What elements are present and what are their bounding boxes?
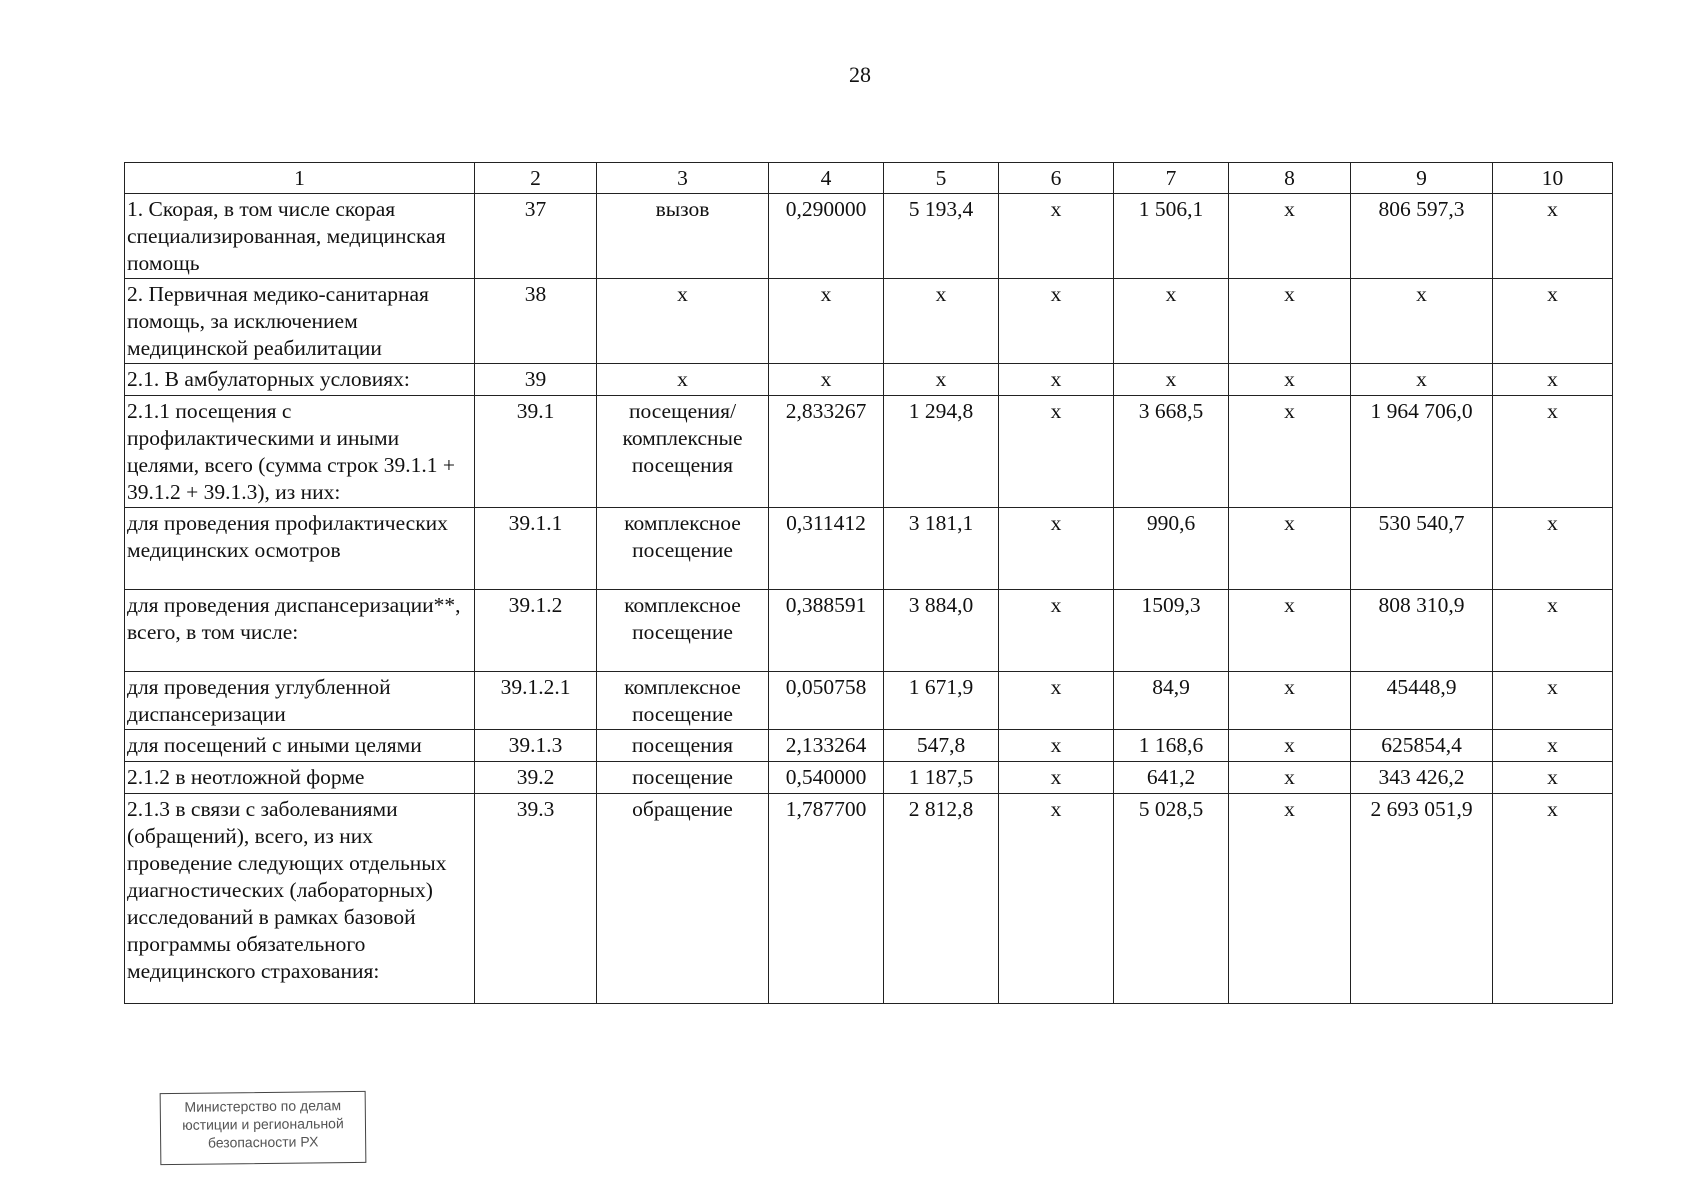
table-cell: 37 bbox=[475, 194, 597, 279]
table-cell: 3 884,0 bbox=[884, 590, 999, 672]
table-cell: х bbox=[999, 672, 1114, 730]
table-cell: х bbox=[999, 194, 1114, 279]
stamp-line: безопасности РХ bbox=[207, 1133, 319, 1151]
table-cell: комплексное посещение bbox=[597, 590, 769, 672]
table-cell: посещения bbox=[597, 730, 769, 762]
table-cell: 530 540,7 bbox=[1351, 508, 1493, 590]
data-table bbox=[124, 162, 1613, 1004]
table-cell: х bbox=[1229, 194, 1351, 279]
table-cell: х bbox=[1229, 364, 1351, 396]
table-row bbox=[125, 279, 1613, 364]
table-cell: комплексное посещение bbox=[597, 508, 769, 590]
table-cell: х bbox=[1493, 590, 1613, 672]
registration-stamp bbox=[160, 1091, 367, 1165]
table-cell: 1 187,5 bbox=[884, 762, 999, 794]
table-cell: х bbox=[884, 279, 999, 364]
table-cell: 39.2 bbox=[475, 762, 597, 794]
table-cell: 5 193,4 bbox=[884, 194, 999, 279]
table-cell: х bbox=[999, 279, 1114, 364]
table-cell: 0,540000 bbox=[769, 762, 884, 794]
table-cell: 3 181,1 bbox=[884, 508, 999, 590]
table-row bbox=[125, 590, 1613, 672]
table-cell: 547,8 bbox=[884, 730, 999, 762]
table-cell: х bbox=[1229, 672, 1351, 730]
table-cell: 1 964 706,0 bbox=[1351, 396, 1493, 508]
table-cell: 1 506,1 bbox=[1114, 194, 1229, 279]
row-label-cell: для посещений с иными целями bbox=[125, 730, 475, 762]
column-header: 9 bbox=[1351, 163, 1493, 194]
table-cell: 641,2 bbox=[1114, 762, 1229, 794]
table-cell: 5 028,5 bbox=[1114, 794, 1229, 1004]
table-row bbox=[125, 396, 1613, 508]
table-cell: обращение bbox=[597, 794, 769, 1004]
table-cell: х bbox=[1229, 279, 1351, 364]
column-header: 8 bbox=[1229, 163, 1351, 194]
column-header: 1 bbox=[125, 163, 475, 194]
table-cell: х bbox=[1493, 794, 1613, 1004]
table-cell: 45448,9 bbox=[1351, 672, 1493, 730]
table-cell: х bbox=[1493, 508, 1613, 590]
table-cell: х bbox=[1493, 364, 1613, 396]
table-row bbox=[125, 794, 1613, 1004]
stamp-line: юстиции и региональной bbox=[182, 1115, 344, 1133]
table-row bbox=[125, 364, 1613, 396]
table-row bbox=[125, 194, 1613, 279]
table-cell: 0,290000 bbox=[769, 194, 884, 279]
table-cell: 0,050758 bbox=[769, 672, 884, 730]
column-header: 3 bbox=[597, 163, 769, 194]
table-cell: х bbox=[1493, 730, 1613, 762]
row-label-cell: 2.1.3 в связи с заболеваниями (обращений), всего, из них проведение следующих отдельных диагностических (лабораторных) исследований в рамках базовой программы обязательного медицинского страхования: bbox=[125, 794, 475, 1004]
table-cell: посещение bbox=[597, 762, 769, 794]
table-cell: х bbox=[1229, 762, 1351, 794]
table-cell: 2 812,8 bbox=[884, 794, 999, 1004]
table-cell: посещения/ комплексные посещения bbox=[597, 396, 769, 508]
table-cell: х bbox=[999, 364, 1114, 396]
column-header: 7 bbox=[1114, 163, 1229, 194]
table-cell: 625854,4 bbox=[1351, 730, 1493, 762]
table-cell: х bbox=[1493, 762, 1613, 794]
table-cell: 1509,3 bbox=[1114, 590, 1229, 672]
table-cell: 808 310,9 bbox=[1351, 590, 1493, 672]
table-cell: 3 668,5 bbox=[1114, 396, 1229, 508]
table-cell: х bbox=[999, 730, 1114, 762]
table-cell: х bbox=[1493, 672, 1613, 730]
table-cell: 2,133264 bbox=[769, 730, 884, 762]
table-cell: 39.3 bbox=[475, 794, 597, 1004]
row-label-cell: для проведения диспансеризации**, всего, в том числе: bbox=[125, 590, 475, 672]
table-cell: х bbox=[1229, 730, 1351, 762]
table-cell: 38 bbox=[475, 279, 597, 364]
table-cell: 2,833267 bbox=[769, 396, 884, 508]
table-cell: 39.1.1 bbox=[475, 508, 597, 590]
row-label-cell: для проведения профилактических медицинских осмотров bbox=[125, 508, 475, 590]
table-cell: х bbox=[769, 279, 884, 364]
table-cell: 990,6 bbox=[1114, 508, 1229, 590]
table-cell: х bbox=[597, 279, 769, 364]
table-cell: 1 671,9 bbox=[884, 672, 999, 730]
table-row bbox=[125, 508, 1613, 590]
column-header: 2 bbox=[475, 163, 597, 194]
table-cell: х bbox=[1229, 794, 1351, 1004]
table-cell: 1 294,8 bbox=[884, 396, 999, 508]
table-cell: х bbox=[1229, 590, 1351, 672]
table-cell: комплексное посещение bbox=[597, 672, 769, 730]
table-cell: 343 426,2 bbox=[1351, 762, 1493, 794]
table-cell: х bbox=[1493, 194, 1613, 279]
table-cell: 806 597,3 bbox=[1351, 194, 1493, 279]
table-cell: 39.1.2.1 bbox=[475, 672, 597, 730]
stamp-line: Министерство по делам bbox=[184, 1097, 342, 1115]
table-cell: 1 168,6 bbox=[1114, 730, 1229, 762]
row-label-cell: 2.1. В амбулаторных условиях: bbox=[125, 364, 475, 396]
table-cell: 1,787700 bbox=[769, 794, 884, 1004]
table-cell: 39.1.2 bbox=[475, 590, 597, 672]
table-cell: 0,388591 bbox=[769, 590, 884, 672]
table-cell: х bbox=[1351, 364, 1493, 396]
column-header: 6 bbox=[999, 163, 1114, 194]
table-header-row bbox=[125, 163, 1613, 194]
page-number: 28 bbox=[849, 62, 871, 87]
row-label-cell: 2.1.2 в неотложной форме bbox=[125, 762, 475, 794]
table-row bbox=[125, 672, 1613, 730]
table-cell: х bbox=[597, 364, 769, 396]
table-cell: х bbox=[1351, 279, 1493, 364]
table-cell: х bbox=[1493, 279, 1613, 364]
table-cell: х bbox=[884, 364, 999, 396]
row-label-cell: для проведения углубленной диспансеризации bbox=[125, 672, 475, 730]
table-cell: 39.1 bbox=[475, 396, 597, 508]
table-row bbox=[125, 730, 1613, 762]
table-cell: вызов bbox=[597, 194, 769, 279]
column-header: 10 bbox=[1493, 163, 1613, 194]
table-cell: х bbox=[1229, 396, 1351, 508]
table-cell: х bbox=[999, 762, 1114, 794]
table-cell: 0,311412 bbox=[769, 508, 884, 590]
table-cell: х bbox=[999, 794, 1114, 1004]
table-cell: 39 bbox=[475, 364, 597, 396]
table-cell: х bbox=[999, 590, 1114, 672]
table-cell: х bbox=[999, 508, 1114, 590]
table-cell: х bbox=[1114, 279, 1229, 364]
table-cell: 2 693 051,9 bbox=[1351, 794, 1493, 1004]
table-cell: х bbox=[1493, 396, 1613, 508]
row-label-cell: 1. Скорая, в том числе скорая специализированная, медицинская помощь bbox=[125, 194, 475, 279]
column-header: 4 bbox=[769, 163, 884, 194]
table-cell: х bbox=[1229, 508, 1351, 590]
table-cell: 84,9 bbox=[1114, 672, 1229, 730]
row-label-cell: 2. Первичная медико-санитарная помощь, за исключением медицинской реабилитации bbox=[125, 279, 475, 364]
column-header: 5 bbox=[884, 163, 999, 194]
table-cell: х bbox=[999, 396, 1114, 508]
table-cell: х bbox=[1114, 364, 1229, 396]
table-cell: х bbox=[769, 364, 884, 396]
table-cell: 39.1.3 bbox=[475, 730, 597, 762]
row-label-cell: 2.1.1 посещения с профилактическими и иными целями, всего (сумма строк 39.1.1 + 39.1.2 + 39.1.3), из них: bbox=[125, 396, 475, 508]
table-row bbox=[125, 762, 1613, 794]
